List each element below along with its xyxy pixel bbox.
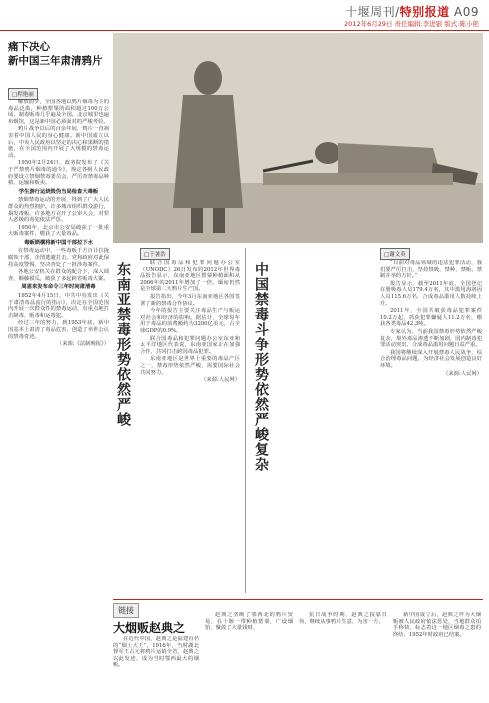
article-source: （来源:《法制晚报》） (56, 341, 109, 348)
article-title-southeast-asia: 东南亚禁毒形势依然严峻 (115, 262, 131, 427)
paragraph: 东南亚地区是世界上重要的毒品产区之一，禁毒形势依然严峻，需要国际社会共同努力。 (140, 356, 240, 376)
paragraph: 专家认为，当前我国禁毒形势依然严峻复杂，境外毒品渗透不断加剧，国内制毒犯罪活动突出，合成毒品滥用问题日益严重。 (380, 328, 482, 349)
paragraph: 各地公安机关在群众的配合下，深入调查，顺藤摸瓜，破获了多起跨省贩毒大案。 (8, 269, 109, 282)
header-rule (0, 30, 489, 31)
link-tag: 链接 (113, 603, 139, 618)
subheading: 学生游行运烧毁伪当局检查大毒贩 (18, 188, 99, 195)
issue-meta: 2012年6月29日 责任编辑:李进银 版式:陈小艳 (344, 20, 479, 28)
link-article-column (205, 612, 293, 698)
link-article-title: 大烟贩赵典之 (113, 621, 186, 635)
paragraph: 1952年4月15日，中共中央发出《关于肃清毒品流行的指示》，决定在全国范围内开展一次群众性的禁毒运动，有重点地打击制毒、贩毒和运毒犯。 (8, 293, 109, 319)
section-rule (113, 599, 483, 600)
paragraph: 抗日战争时期，赵典之投靠日伪，继续从事鸦片生意，为害一方。 (299, 612, 387, 625)
historical-photo (113, 33, 483, 243)
link-article-column (113, 636, 199, 698)
paragraph: 在近代中国，赵典之是福建有名的“烟土大王”，1916年，当时湖北督军王占元将鸦片运销全省，赵典之以此发迹，成为当时鄂西最大的烟贩。 (113, 636, 199, 669)
opium-smokers-illustration (113, 33, 483, 243)
page-header (345, 3, 479, 20)
paragraph: “目前对毒品领域的违法犯罪活动，我们要严厉打击，坚持禁吸、禁种、禁贩、禁制并举的方针。” (380, 260, 482, 280)
paragraph: 联合国毒品和犯罪问题办公室东亚和太平洋地区代表说，东南亚国家正在加强合作，共同打击跨国毒品犯罪。 (140, 335, 240, 355)
paragraph: 鸦片战争以后的百余年间，鸦片一直祸害着中国人民的身心健康。新中国成立以后，中央人民政府以坚定的决心和果断的措施，在全国范围内开展了大规模的禁毒运动。 (8, 126, 109, 159)
main-article-body (8, 99, 109, 569)
paragraph: 解放前夕，全国各地以鸦片烟毒为主的毒品泛滥，种植罂粟的面积超过100万公顷，制毒贩毒几乎遍及全国。北京城里也遍布烟馆，这是新中国必须面对的严峻考验。 (8, 99, 109, 125)
link-article-column (393, 612, 481, 698)
article-body-southeast-asia (140, 260, 240, 590)
article-source: （来源:人民网） (443, 370, 482, 377)
column-divider (245, 248, 246, 593)
subheading: 周恩来发布命令三年时间肃清毒 (21, 284, 96, 291)
paragraph: 在禁毒运动中，一些毒贩千方百计拉拢腐蚀干部，企图逃避打击。党和政府对此保持高度警惕，坚决查处了一批涉毒案件。 (8, 248, 109, 268)
paragraph: 经过三年的努力，到1953年底，新中国基本上肃清了毒品危害，创造了举世公认的禁毒奇迹。 (8, 320, 109, 340)
byline: □程艳丽 (8, 88, 38, 100)
byline: □谢文英 (380, 248, 410, 260)
article-source: （来源:人民网） (201, 377, 240, 384)
link-article-column (299, 612, 387, 698)
paragraph: 我国将继续深入开展禁毒人民战争，综合治理毒品问题，为经济社会发展创造良好环境。 (380, 349, 482, 369)
paragraph: 报告指出，今年3月东南亚地区各国签署了新的禁毒合作协议。 (140, 293, 240, 307)
byline: □于暑浩 (140, 248, 170, 260)
paragraph: 禁烟禁毒运动的开展，得到了广大人民群众的热烈拥护。许多城市组织群众游行，揭发毒贩，许多地方召开了公审大会，对罪大恶极的毒犯依法严惩。 (8, 197, 109, 224)
paragraph: 联合国毒品和犯罪问题办公室（UNODC）26日发布的2012年世界毒品报告显示，东南亚地区罂粟种植面积从2006年的2011年增加了一倍，缅甸仍然是全球第二大鸦片生产国。 (140, 260, 240, 293)
paragraph: 今年的报告主要关注毒品生产与贩运对社会和经济的影响。据估计，全球每年用于毒品的消费额约为3200亿美元，占全球GDP的0.9%。 (140, 308, 240, 334)
main-headline (8, 40, 103, 68)
section-name: 特别报道 (399, 5, 450, 19)
page-number: A09 (454, 5, 479, 19)
article-title-china-drug-fight: 中国禁毒斗争形势依然严峻复杂 (253, 262, 269, 472)
subheading: 毒贩锁横将新中国干部拉下水 (24, 239, 93, 246)
paragraph: 赵典之垄断了鄂西北的鸦片贸易，在十堰一带种植罂粟，广设烟馆，聚敛了大量钱财。 (205, 612, 293, 632)
paragraph: 报告显示，截至2011年底，全国登记在册吸毒人员179.4万名，其中滥用海洛因人员115.6万名，合成毒品滥用人数持续上升。 (380, 280, 482, 307)
headline-line-2: 新中国三年肃清鸦片 (8, 55, 103, 67)
paragraph: 1950年，北京市公安局破获了一批重大贩毒案件，缴获了大量毒品。 (8, 224, 109, 238)
paragraph: 1950年2月24日，政务院发布了《关于严禁鸦片烟毒的通令》，规定各级人民政府要设立禁烟禁毒委员会，严厉查禁毒品种植、运输和贩卖。 (8, 160, 109, 187)
article-body-china-drug-fight (380, 260, 482, 590)
paragraph: 2011年，全国共破获毒品犯罪案件10.2万起，抓获犯罪嫌疑人11.2万名，缴获各类毒品42.3吨。 (380, 308, 482, 328)
headline-line-1: 痛下决心 (8, 41, 50, 53)
paragraph: 新中国成立后，赵典之作为大烟贩被人民政府依法惩处，当地群众拍手称快，标志着这一地区烟毒之患的终结，1952年时政府已结案。 (393, 612, 481, 638)
section-prefix: 十堰周刊/ (345, 5, 400, 19)
